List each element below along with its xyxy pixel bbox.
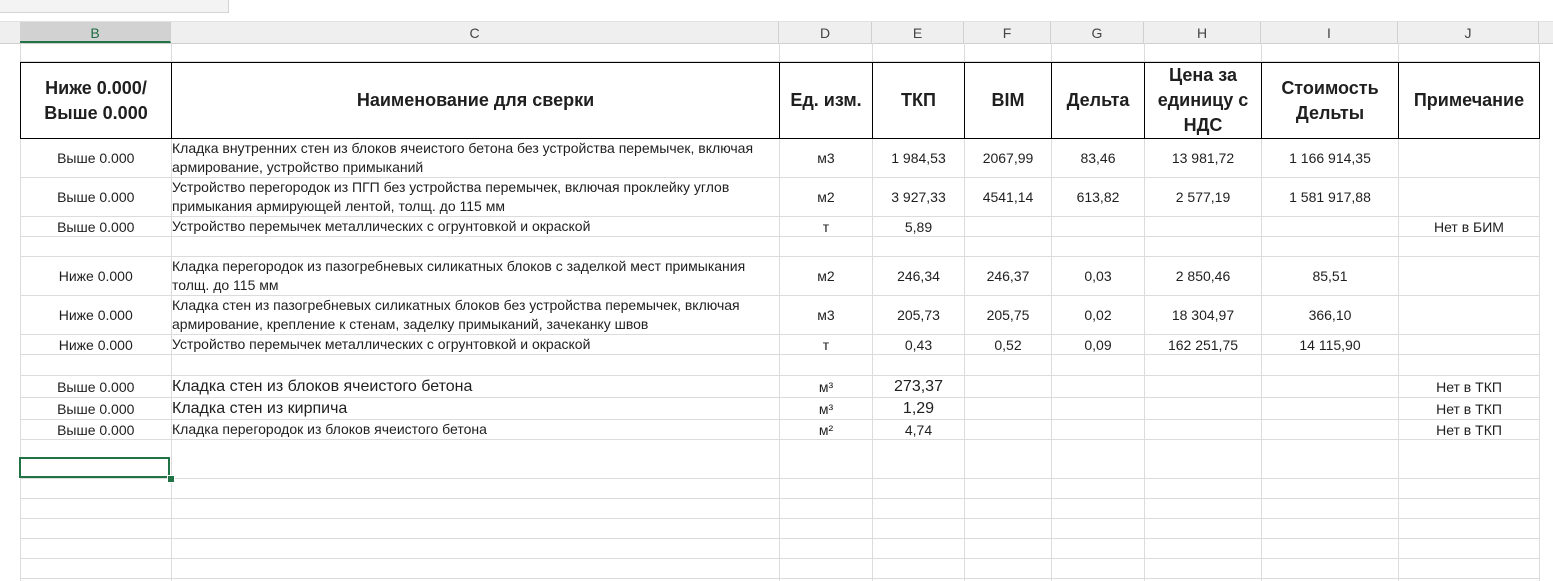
cell-delta[interactable]: 0,03 xyxy=(1052,257,1145,296)
header-level[interactable]: Ниже 0.000/Выше 0.000 xyxy=(21,63,172,139)
header-name[interactable]: Наименование для сверки xyxy=(172,63,780,139)
cell-price[interactable] xyxy=(1145,355,1262,376)
cell-tkp[interactable]: 246,34 xyxy=(873,257,965,296)
table-row xyxy=(21,178,1540,217)
cell-delta-cost[interactable] xyxy=(1262,237,1399,257)
cell-bim[interactable] xyxy=(965,420,1052,440)
cell-tkp[interactable]: 1,29 xyxy=(873,398,965,420)
cell-bim[interactable] xyxy=(965,237,1052,257)
cell-name[interactable]: Устройство перегородок из ПГП без устройства перемычек, включая проклейку углов примыкания армирующей лентой, толщ. до 115 мм xyxy=(172,178,780,217)
cell-note[interactable]: Нет в ТКП xyxy=(1399,398,1540,420)
cell-delta-cost[interactable]: 1 581 917,88 xyxy=(1262,178,1399,217)
cell-delta-cost[interactable] xyxy=(1262,398,1399,420)
cell-name[interactable]: Кладка стен из кирпича xyxy=(172,398,780,420)
cell-delta-cost[interactable]: 1 166 914,35 xyxy=(1262,139,1399,178)
cell-bim[interactable]: 246,37 xyxy=(965,257,1052,296)
cell-level[interactable] xyxy=(21,355,172,376)
cell-note[interactable] xyxy=(1399,296,1540,335)
table-row xyxy=(21,335,1540,355)
cell-level[interactable]: Ниже 0.000 xyxy=(21,257,172,296)
cell-price[interactable] xyxy=(1145,217,1262,237)
cell-bim[interactable]: 205,75 xyxy=(965,296,1052,335)
cell-price[interactable] xyxy=(1145,420,1262,440)
table-row xyxy=(21,296,1540,335)
cell-unit[interactable]: м2 xyxy=(780,257,873,296)
cell-bim[interactable] xyxy=(965,217,1052,237)
table-row xyxy=(21,257,1540,296)
table-row xyxy=(21,398,1540,420)
data-table xyxy=(20,62,1540,440)
cell-delta[interactable]: 0,09 xyxy=(1052,335,1145,355)
cell-name[interactable]: Устройство перемычек металлических с огрунтовкой и окраской xyxy=(172,217,780,237)
header-tkp[interactable]: ТКП xyxy=(873,63,965,139)
formula-bar-area xyxy=(0,0,1553,22)
column-header-h[interactable]: H xyxy=(1144,22,1261,43)
header-price[interactable]: Цена за единицу с НДС xyxy=(1145,63,1262,139)
cell-unit[interactable]: м² xyxy=(780,420,873,440)
cell-name[interactable]: Кладка стен из пазогребневых силикатных блоков без устройства перемычек, включая армирование, крепление к стенам, заделку примыканий, зачеканку швов xyxy=(172,296,780,335)
cell-tkp[interactable]: 5,89 xyxy=(873,217,965,237)
column-header-j[interactable]: J xyxy=(1398,22,1539,43)
cell-bim[interactable]: 2067,99 xyxy=(965,139,1052,178)
column-header-f[interactable]: F xyxy=(964,22,1051,43)
cell-tkp[interactable]: 4,74 xyxy=(873,420,965,440)
cell-bim[interactable]: 0,52 xyxy=(965,335,1052,355)
cell-level[interactable]: Выше 0.000 xyxy=(21,139,172,178)
cell-delta-cost[interactable] xyxy=(1262,420,1399,440)
cell-delta[interactable]: 613,82 xyxy=(1052,178,1145,217)
cell-bim[interactable] xyxy=(965,376,1052,398)
cell-delta[interactable]: 83,46 xyxy=(1052,139,1145,178)
cell-delta[interactable] xyxy=(1052,420,1145,440)
cell-price[interactable]: 18 304,97 xyxy=(1145,296,1262,335)
cell-note[interactable] xyxy=(1399,139,1540,178)
cell-level[interactable]: Выше 0.000 xyxy=(21,178,172,217)
cell-delta[interactable] xyxy=(1052,217,1145,237)
cell-tkp[interactable]: 0,43 xyxy=(873,335,965,355)
cell-name[interactable]: Кладка стен из блоков ячеистого бетона xyxy=(172,376,780,398)
cell-level[interactable]: Выше 0.000 xyxy=(21,376,172,398)
column-header-b[interactable]: B xyxy=(20,22,171,43)
column-header-d[interactable]: D xyxy=(779,22,872,43)
cell-delta-cost[interactable]: 14 115,90 xyxy=(1262,335,1399,355)
cell-name[interactable]: Устройство перемычек металлических с огрунтовкой и окраской xyxy=(172,335,780,355)
cell-bim[interactable] xyxy=(965,398,1052,420)
cell-name[interactable] xyxy=(172,355,780,376)
cell-tkp[interactable] xyxy=(873,355,965,376)
cell-unit[interactable] xyxy=(780,237,873,257)
header-delta[interactable]: Дельта xyxy=(1052,63,1145,139)
cell-delta-cost[interactable] xyxy=(1262,355,1399,376)
header-delta-cost[interactable]: Стоимость Дельты xyxy=(1262,63,1399,139)
cell-level[interactable]: Выше 0.000 xyxy=(21,398,172,420)
cell-note[interactable] xyxy=(1399,257,1540,296)
cell-delta[interactable] xyxy=(1052,398,1145,420)
column-header-g[interactable]: G xyxy=(1051,22,1144,43)
cell-unit[interactable]: м³ xyxy=(780,398,873,420)
fill-handle[interactable] xyxy=(167,475,175,483)
cell-bim[interactable] xyxy=(965,355,1052,376)
cell-note[interactable] xyxy=(1399,237,1540,257)
cell-price[interactable] xyxy=(1145,398,1262,420)
cell-note[interactable] xyxy=(1399,355,1540,376)
cell-name[interactable]: Кладка внутренних стен из блоков ячеистого бетона без устройства перемычек, включая армирование, устройство примыканий xyxy=(172,139,780,178)
table-row xyxy=(21,217,1540,237)
cell-delta-cost[interactable]: 366,10 xyxy=(1262,296,1399,335)
table-row xyxy=(21,420,1540,440)
cell-name[interactable]: Кладка перегородок из блоков ячеистого бетона xyxy=(172,420,780,440)
cell-price[interactable]: 13 981,72 xyxy=(1145,139,1262,178)
cell-delta[interactable] xyxy=(1052,355,1145,376)
table-row xyxy=(21,139,1540,178)
header-bim[interactable]: BIM xyxy=(965,63,1052,139)
cell-delta[interactable] xyxy=(1052,237,1145,257)
cell-tkp[interactable]: 1 984,53 xyxy=(873,139,965,178)
cell-unit[interactable]: т xyxy=(780,335,873,355)
column-header-c[interactable]: C xyxy=(171,22,779,43)
cell-tkp[interactable] xyxy=(873,237,965,257)
name-box[interactable] xyxy=(0,0,229,13)
cell-note[interactable]: Нет в ТКП xyxy=(1399,420,1540,440)
header-row xyxy=(21,63,1540,139)
header-note[interactable]: Примечание xyxy=(1399,63,1540,139)
cell-tkp[interactable]: 3 927,33 xyxy=(873,178,965,217)
table-row xyxy=(21,237,1540,257)
header-unit[interactable]: Ед. изм. xyxy=(780,63,873,139)
cell-level[interactable] xyxy=(21,237,172,257)
cell-level[interactable]: Ниже 0.000 xyxy=(21,335,172,355)
table-row xyxy=(21,376,1540,398)
cell-unit[interactable]: м³ xyxy=(780,376,873,398)
cell-name[interactable] xyxy=(172,237,780,257)
cell-price[interactable] xyxy=(1145,237,1262,257)
cell-bim[interactable]: 4541,14 xyxy=(965,178,1052,217)
active-cell-selection[interactable] xyxy=(19,457,170,478)
cell-price[interactable] xyxy=(1145,376,1262,398)
cell-note[interactable]: Нет в ТКП xyxy=(1399,376,1540,398)
cell-level[interactable]: Выше 0.000 xyxy=(21,217,172,237)
column-header-i[interactable]: I xyxy=(1261,22,1398,43)
cell-note[interactable] xyxy=(1399,335,1540,355)
column-headers xyxy=(0,22,1553,44)
cell-delta-cost[interactable] xyxy=(1262,376,1399,398)
cell-price[interactable]: 2 577,19 xyxy=(1145,178,1262,217)
cell-unit[interactable]: м2 xyxy=(780,178,873,217)
cell-delta[interactable] xyxy=(1052,376,1145,398)
cell-unit[interactable]: т xyxy=(780,217,873,237)
cell-unit[interactable] xyxy=(780,355,873,376)
cell-note[interactable] xyxy=(1399,178,1540,217)
cell-note[interactable]: Нет в БИМ xyxy=(1399,217,1540,237)
column-header-e[interactable]: E xyxy=(872,22,964,43)
cell-name[interactable]: Кладка перегородок из пазогребневых силикатных блоков с заделкой мест примыкания толщ. до 115 мм xyxy=(172,257,780,296)
cell-delta[interactable]: 0,02 xyxy=(1052,296,1145,335)
cell-level[interactable]: Ниже 0.000 xyxy=(21,296,172,335)
cell-unit[interactable]: м3 xyxy=(780,296,873,335)
cell-level[interactable]: Выше 0.000 xyxy=(21,420,172,440)
cell-unit[interactable]: м3 xyxy=(780,139,873,178)
cell-tkp[interactable]: 205,73 xyxy=(873,296,965,335)
cell-price[interactable]: 162 251,75 xyxy=(1145,335,1262,355)
cell-delta-cost[interactable] xyxy=(1262,217,1399,237)
cell-delta-cost[interactable]: 85,51 xyxy=(1262,257,1399,296)
cell-price[interactable]: 2 850,46 xyxy=(1145,257,1262,296)
cell-tkp[interactable]: 273,37 xyxy=(873,376,965,398)
table-row xyxy=(21,355,1540,376)
